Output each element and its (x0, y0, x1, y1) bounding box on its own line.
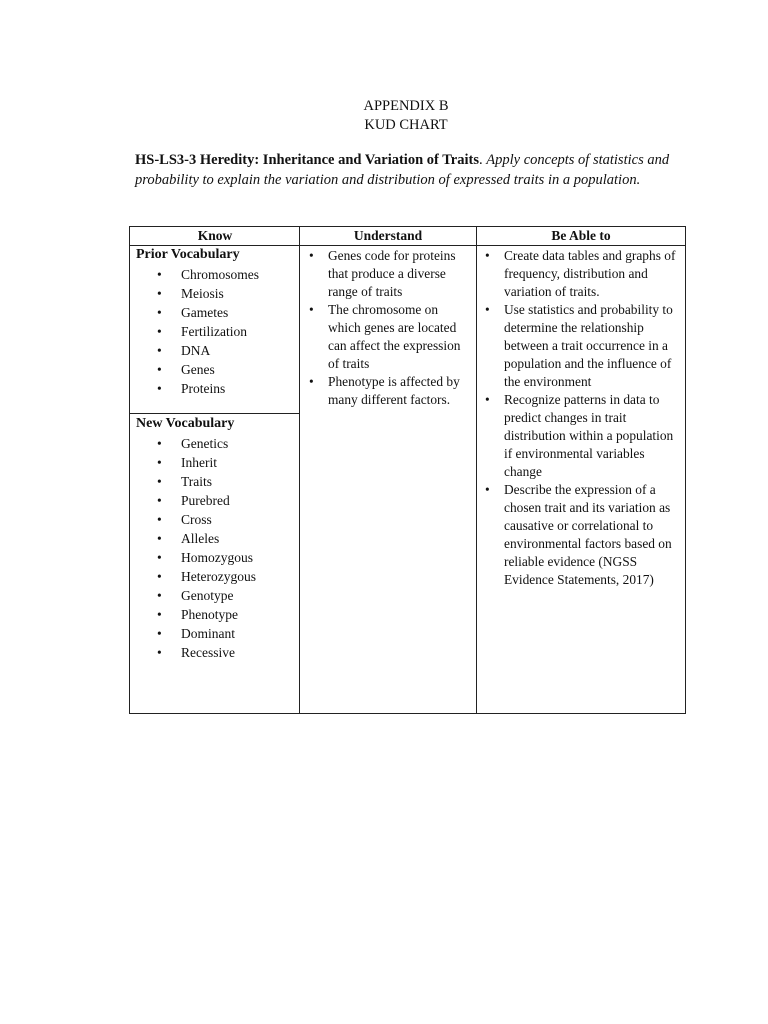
prior-vocabulary-list (136, 265, 296, 398)
vocab-item: • Cross (136, 510, 296, 529)
understand-item: • Genes code for proteins that produce a diverse range of traits (304, 247, 474, 301)
prior-vocabulary-heading: Prior Vocabulary (136, 247, 240, 262)
vocab-item: • Dominant (136, 624, 296, 643)
be-able-to-cell (504, 247, 684, 589)
page-header (0, 97, 768, 135)
vocab-item: • Heterozygous (136, 567, 296, 586)
vocab-item: • Meiosis (136, 284, 296, 303)
vocab-item: • Fertilization (136, 322, 296, 341)
vocab-item: • Genotype (136, 586, 296, 605)
vocab-item: • DNA (136, 341, 296, 360)
standard-title: HS-LS3-3 Heredity: Inheritance and Variation of Traits (135, 152, 479, 168)
vocab-item: • Purebred (136, 491, 296, 510)
column-divider (476, 227, 477, 713)
know-section-divider (130, 413, 300, 414)
column-header-be-able-to: Be Able to (551, 228, 611, 243)
vocab-item: • Genetics (136, 434, 296, 453)
vocab-item: • Alleles (136, 529, 296, 548)
understand-cell (326, 247, 474, 409)
new-vocabulary-list (136, 434, 296, 662)
page-title: KUD CHART (364, 117, 448, 133)
vocab-item: • Recessive (136, 643, 296, 662)
be-able-to-item: • Use statistics and probability to determine the relationship between a trait occurrence in a population and the influence of the environment (480, 301, 684, 391)
standard-separator: . (479, 152, 487, 168)
understand-item: • Phenotype is affected by many different factors. (304, 373, 474, 409)
prior-vocabulary-section (136, 246, 296, 398)
vocab-item: • Inherit (136, 453, 296, 472)
vocab-item: • Gametes (136, 303, 296, 322)
vocab-item: • Phenotype (136, 605, 296, 624)
be-able-to-list (480, 247, 684, 589)
understand-list (304, 247, 474, 409)
column-header-understand: Understand (353, 228, 423, 243)
understand-item: • The chromosome on which genes are located can affect the expression of traits (304, 301, 474, 373)
vocab-item: • Chromosomes (136, 265, 296, 284)
be-able-to-item: • Recognize patterns in data to predict changes in trait distribution within a population if environmental variables change (480, 391, 684, 481)
vocab-item: • Traits (136, 472, 296, 491)
be-able-to-item: • Describe the expression of a chosen trait and its variation as causative or correlational to environmental factors based on reliable evidence (NGSS Evidence Statements, 2017) (480, 481, 684, 589)
new-vocabulary-section (136, 415, 296, 662)
vocab-item: • Genes (136, 360, 296, 379)
be-able-to-item: • Create data tables and graphs of frequency, distribution and variation of traits. (480, 247, 684, 301)
column-divider (299, 227, 300, 713)
kud-table (129, 226, 686, 714)
vocab-item: • Proteins (136, 379, 296, 398)
standard-statement (135, 150, 680, 190)
column-header-know: Know (197, 228, 233, 243)
new-vocabulary-heading: New Vocabulary (136, 416, 235, 431)
appendix-label: APPENDIX B (363, 98, 449, 114)
vocab-item: • Homozygous (136, 548, 296, 567)
standard-description: Apply concepts of statistics and probability to explain the variation and distribution of expressed traits in a population. (135, 152, 670, 188)
